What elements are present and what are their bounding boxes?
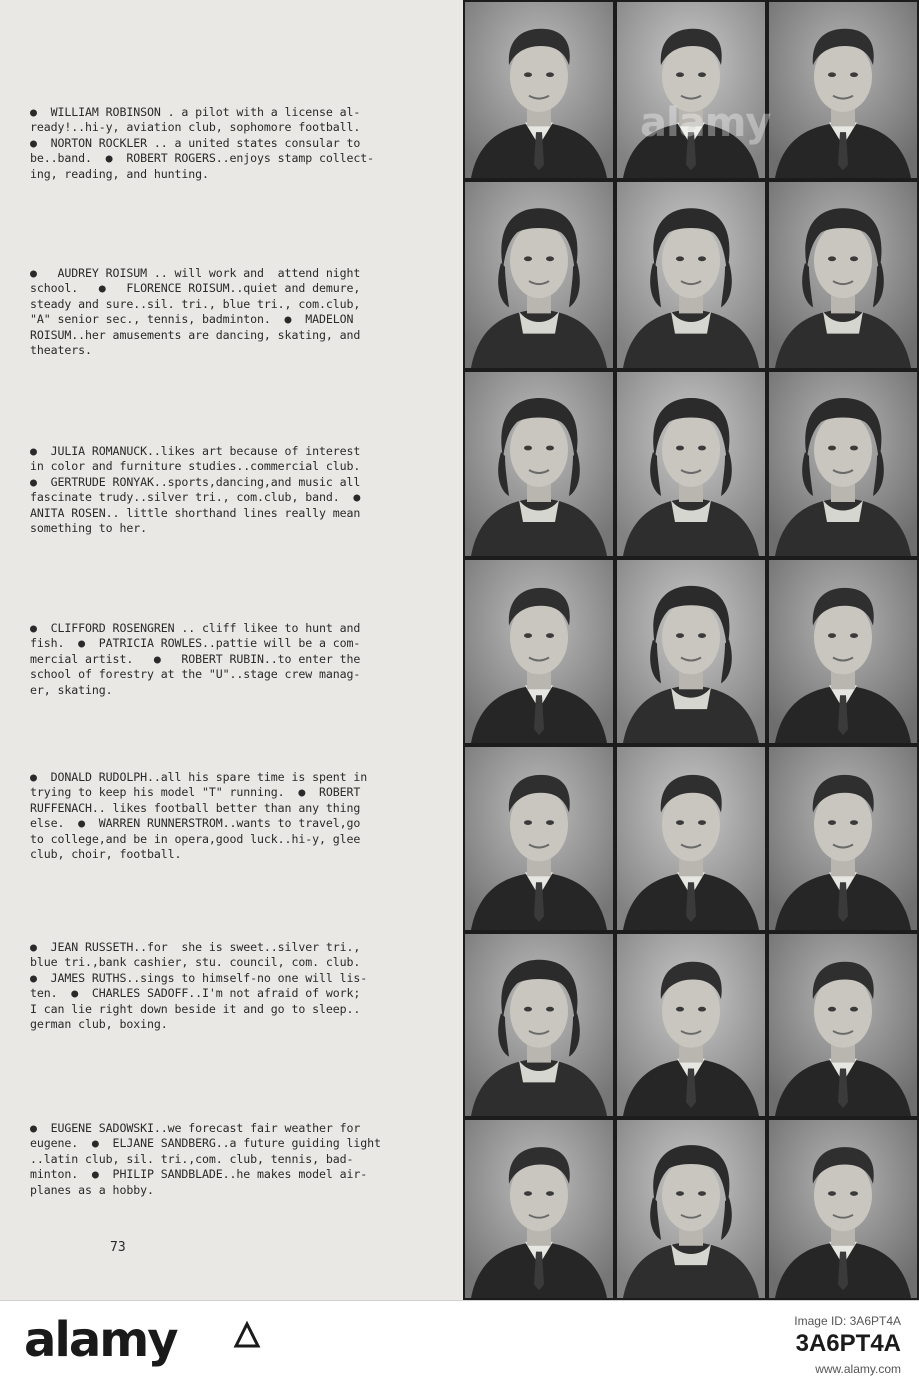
bio-entry-2: ● AUDREY ROISUM .. will work and attend night school. ● FLORENCE ROISUM..quiet and demure, steady and sure..sil. tri., blue tri., com.club, "A" senior sec., tennis, badminton. ● MADELON ROISUM..her amusements are dancing, skating, and theaters. [30, 266, 361, 358]
student-portrait [769, 560, 917, 743]
portrait-grid [463, 0, 919, 1300]
watermark: alamy [640, 100, 771, 146]
image-id: 3A6PT4A [795, 1330, 901, 1357]
student-portrait [617, 372, 765, 556]
alamy-logo[interactable]: alamy [24, 1312, 177, 1368]
student-portrait [617, 934, 765, 1116]
student-portrait [617, 182, 765, 368]
student-portrait [617, 2, 765, 178]
student-portrait [617, 560, 765, 743]
student-portrait [465, 1120, 613, 1298]
bio-entry-1: ● WILLIAM ROBINSON . a pilot with a license al- ready!..hi-y, aviation club, sophomore football. ● NORTON ROCKLER .. a united states consular to be..band. ● ROBERT ROGERS..enjoys stamp collect- ing, reading, and hunting. [30, 105, 375, 181]
portrait-row [463, 0, 919, 180]
student-portrait [769, 1120, 917, 1298]
student-portrait [465, 560, 613, 743]
student-portrait [769, 372, 917, 556]
portrait-row [463, 370, 919, 558]
bio-entry-5: ● DONALD RUDOLPH..all his spare time is spent in trying to keep his model "T" running. ● ROBERT RUFFENACH.. likes football better than any thing else. ● WARREN RUNNERSTROM..wants to travel,go to college,and be in opera,good luck..hi-y, glee club, choir, football. [30, 770, 368, 862]
student-portrait [769, 747, 917, 930]
page-number: 73 [110, 1240, 126, 1255]
alamy-logo-mark-icon [232, 1320, 262, 1350]
portrait-row [463, 745, 919, 932]
bio-entry-3: ● JULIA ROMANUCK..likes art because of interest in color and furniture studies..commercial club. ● GERTRUDE RONYAK..sports,dancing,and music all fascinate trudy..silver tri., com.club, band. ● ANITA ROSEN.. little shorthand lines really mean something to her. [30, 444, 361, 536]
student-portrait [769, 934, 917, 1116]
portrait-row [463, 1118, 919, 1300]
bio-entry-4: ● CLIFFORD ROSENGREN .. cliff likee to hunt and fish. ● PATRICIA ROWLES..pattie will be a com- mercial artist. ● ROBERT RUBIN..to enter the school of forestry at the "U"..stage crew manag- er, skating. [30, 621, 361, 697]
portrait-row [463, 932, 919, 1118]
student-portrait [769, 2, 917, 178]
bio-entry-6: ● JEAN RUSSETH..for she is sweet..silver tri., blue tri.,bank cashier, stu. council, com. club. ● JAMES RUTHS..sings to himself-no one will lis- ten. ● CHARLES SADOFF..I'm not afraid of work; I can lie right down beside it and go to sleep.. german club, boxing. [30, 940, 368, 1032]
student-portrait [465, 182, 613, 368]
image-id-label: Image ID: 3A6PT4A [794, 1314, 901, 1328]
site-url[interactable]: www.alamy.com [815, 1362, 901, 1376]
bio-entry-7: ● EUGENE SADOWSKI..we forecast fair weather for eugene. ● ELJANE SANDBERG..a future guiding light ..latin club, sil. tri.,com. club, tennis, bad- minton. ● PHILIP SANDBLADE..he makes model air- planes as a hobby. [30, 1121, 381, 1197]
portrait-row [463, 180, 919, 370]
student-portrait [465, 934, 613, 1116]
student-portrait [465, 747, 613, 930]
footer-divider [0, 1300, 919, 1301]
student-portrait [617, 747, 765, 930]
student-portrait [465, 2, 613, 178]
student-portrait [465, 372, 613, 556]
student-portrait [617, 1120, 765, 1298]
stock-footer [0, 1300, 919, 1390]
portrait-row [463, 558, 919, 745]
student-portrait [769, 182, 917, 368]
